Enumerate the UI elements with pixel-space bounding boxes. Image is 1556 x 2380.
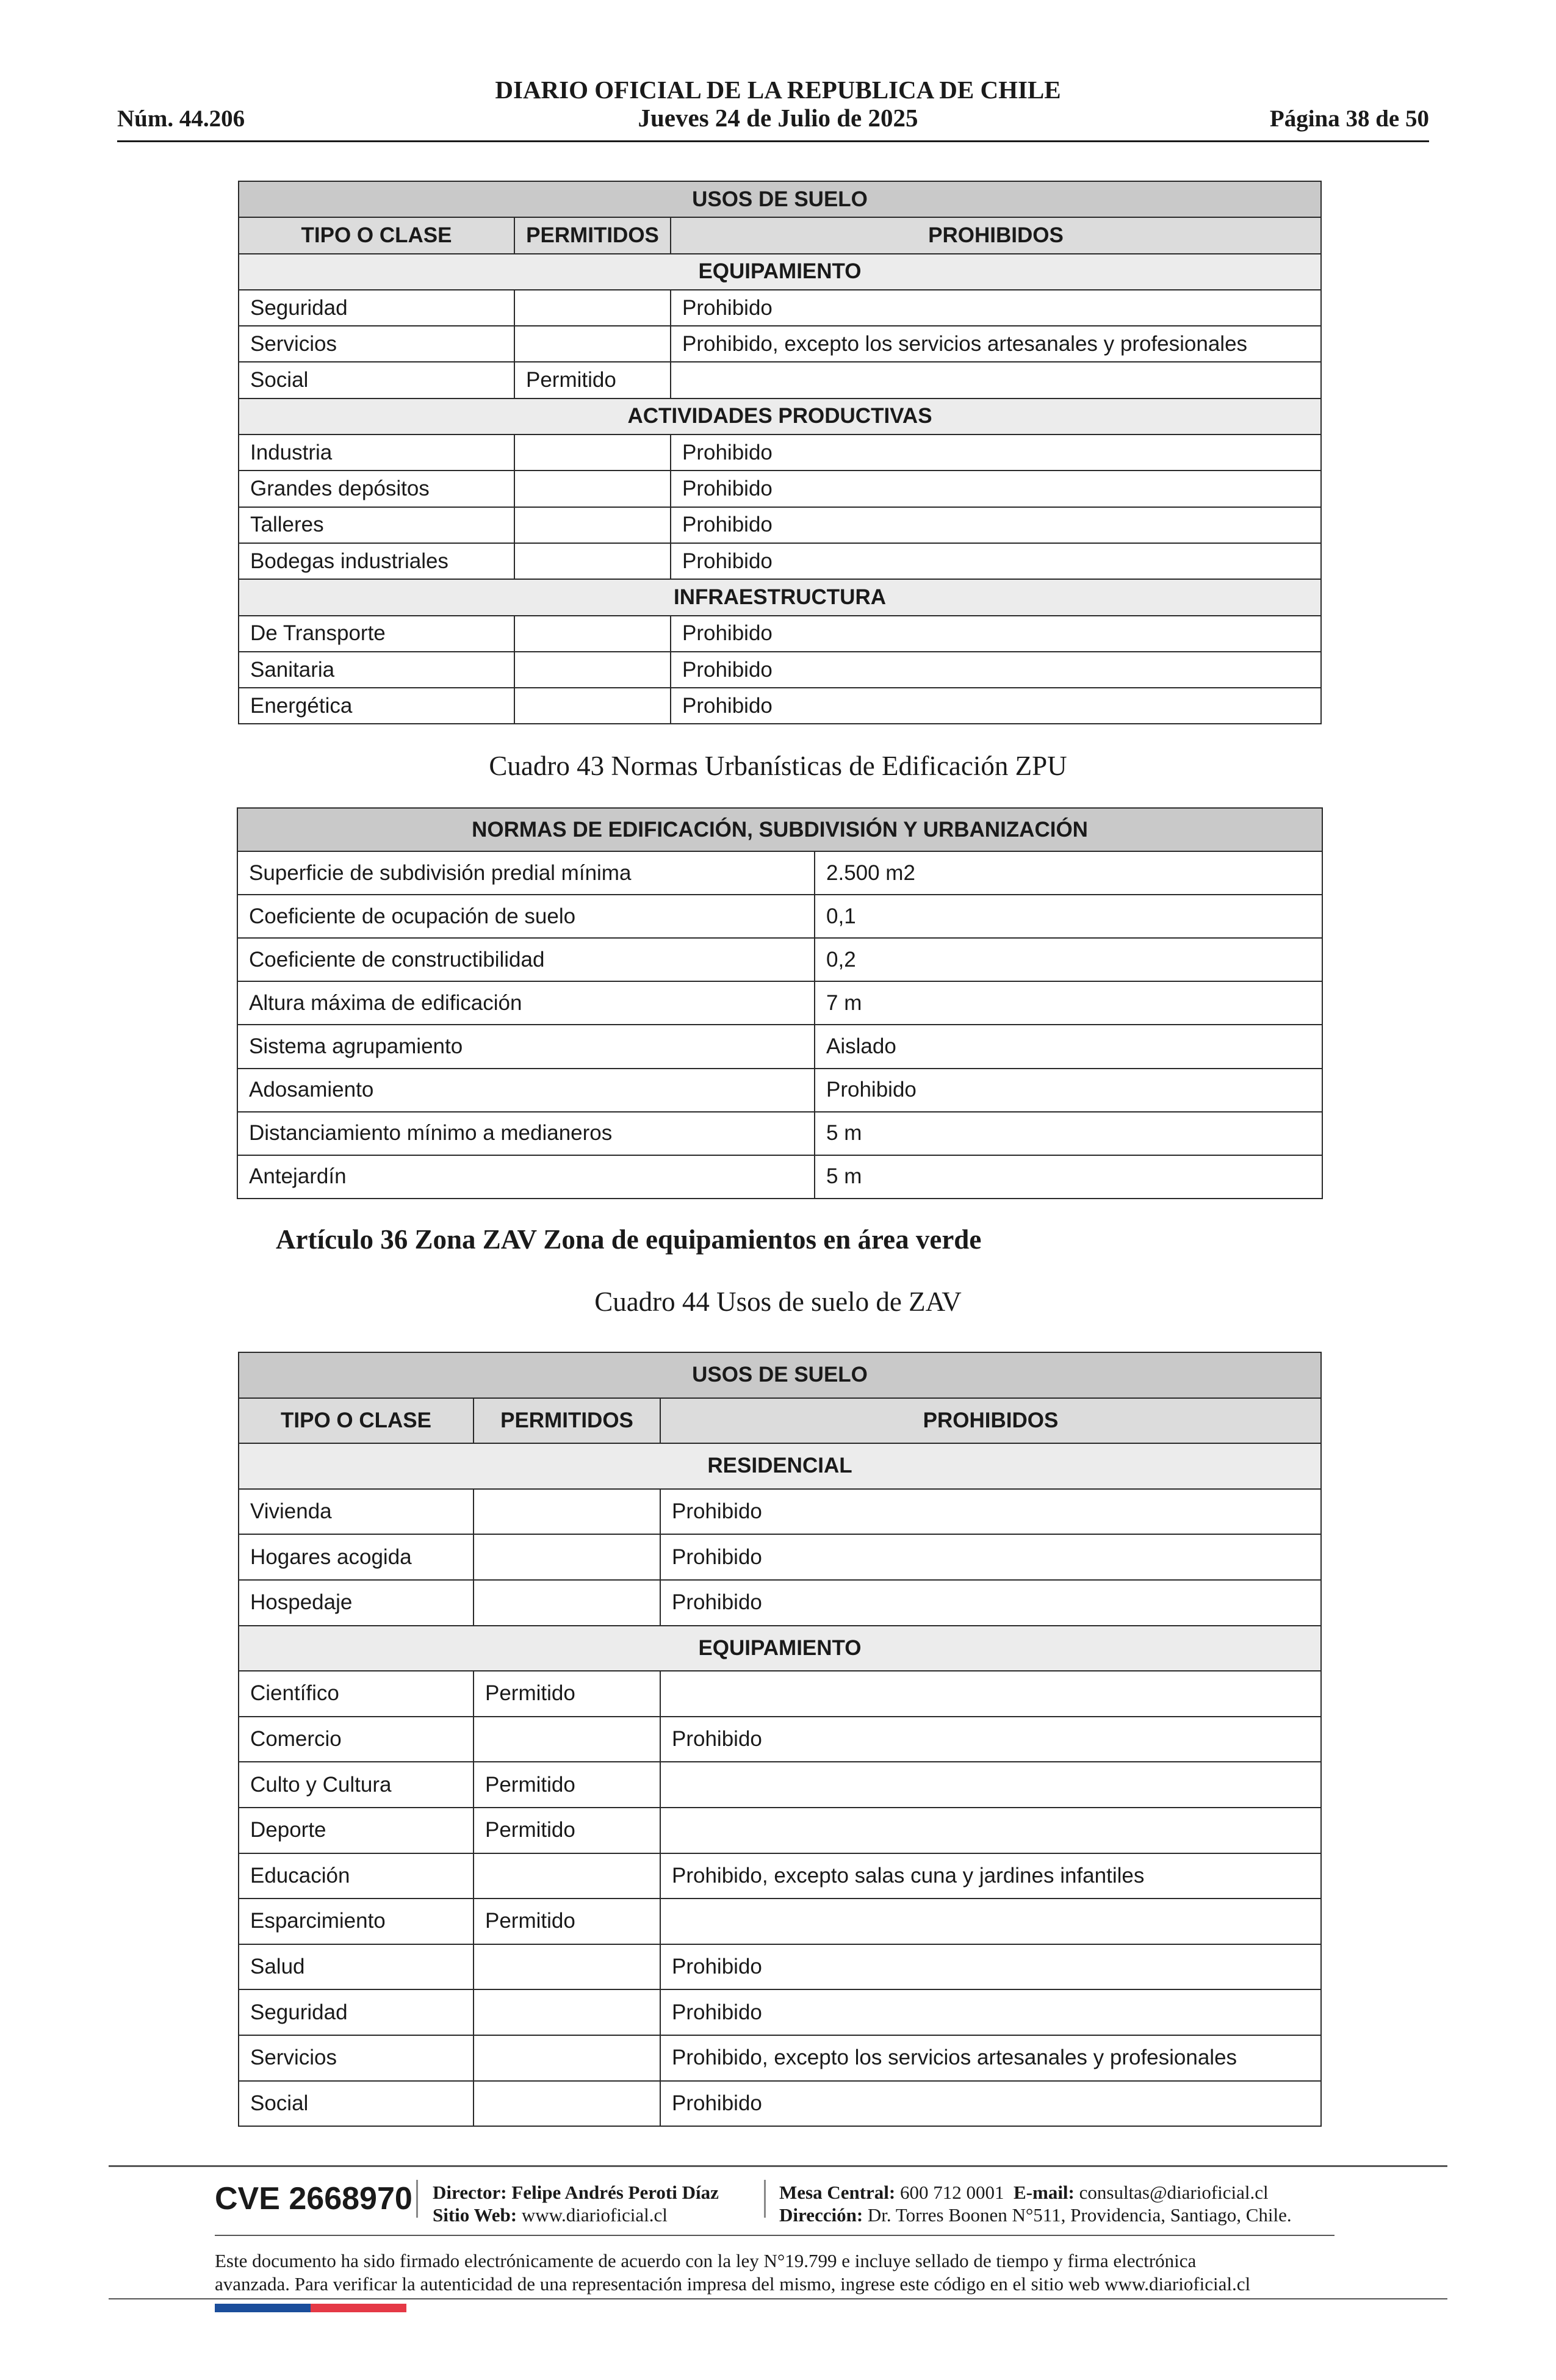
table-cell: Salud — [239, 1944, 474, 1990]
table-cell — [514, 543, 671, 579]
table-row — [239, 1489, 1321, 1535]
table-row — [237, 1112, 1322, 1155]
table-cell: Esparcimiento — [239, 1899, 474, 1944]
table-row — [237, 851, 1322, 895]
column-header: TIPO O CLASE — [239, 1398, 474, 1444]
table-cell: Permitido — [474, 1762, 660, 1808]
table-row — [237, 938, 1322, 981]
table-cell — [660, 1808, 1321, 1853]
table-cell: Prohibido — [660, 1489, 1321, 1535]
table-cell: Talleres — [239, 507, 514, 543]
table-cell — [474, 1944, 660, 1990]
table-cell — [474, 1989, 660, 2035]
table-cell — [660, 1671, 1321, 1717]
address-label: Dirección: — [779, 2204, 863, 2226]
table-cell — [514, 471, 671, 507]
table-cell: Antejardín — [237, 1155, 815, 1199]
table-title-row — [239, 181, 1321, 217]
legal-line-1: Este documento ha sido firmado electrónicamente de acuerdo con la ley N°19.799 e incluye sellado de tiempo y firma electrónica — [215, 2250, 1197, 2271]
table-row — [239, 1989, 1321, 2035]
table-row — [239, 616, 1321, 652]
table-cell — [474, 2035, 660, 2081]
table-cell: 2.500 m2 — [815, 851, 1322, 895]
building-norms-table — [237, 807, 1323, 1199]
table-cell — [660, 1899, 1321, 1944]
table-row — [239, 543, 1321, 579]
footer-bottom-rule — [109, 2298, 1447, 2299]
mesa-label: Mesa Central: — [779, 2182, 896, 2203]
table-cell: Educación — [239, 1853, 474, 1899]
table-row — [239, 1899, 1321, 1944]
table-cell: Prohibido, excepto salas cuna y jardines infantiles — [660, 1853, 1321, 1899]
web-label: Sitio Web: — [433, 2204, 517, 2226]
table-title-row — [237, 808, 1322, 851]
table-row — [239, 326, 1321, 362]
table-cell: Prohibido — [660, 1944, 1321, 1990]
table-cell — [660, 1762, 1321, 1808]
column-header: PERMITIDOS — [514, 217, 671, 253]
table-cell: 0,1 — [815, 895, 1322, 938]
table-cell: Servicios — [239, 2035, 474, 2081]
article-36-heading: Artículo 36 Zona ZAV Zona de equipamientos en área verde — [276, 1224, 982, 1255]
table-cell: Prohibido — [671, 435, 1321, 471]
table-cell: Distanciamiento mínimo a medianeros — [237, 1112, 815, 1155]
flag-bar-blue — [215, 2304, 311, 2312]
table-row — [239, 1944, 1321, 1990]
table-cell: Superficie de subdivisión predial mínima — [237, 851, 815, 895]
table-cell — [514, 290, 671, 326]
caption-cuadro-43: Cuadro 43 Normas Urbanísticas de Edificación ZPU — [489, 751, 1067, 781]
table-cell — [474, 1853, 660, 1899]
table-row — [239, 1534, 1321, 1580]
table-row — [239, 471, 1321, 507]
section-row — [239, 579, 1321, 615]
section-row — [239, 398, 1321, 435]
table-cell — [474, 1534, 660, 1580]
table-cell: Culto y Cultura — [239, 1762, 474, 1808]
table-row — [239, 688, 1321, 724]
column-header: PROHIBIDOS — [671, 217, 1321, 253]
table-cell — [514, 652, 671, 688]
table-title: USOS DE SUELO — [239, 181, 1321, 217]
table-cell: Permitido — [474, 1808, 660, 1853]
table-cell: Sanitaria — [239, 652, 514, 688]
table-row — [239, 1762, 1321, 1808]
column-header: PERMITIDOS — [474, 1398, 660, 1444]
table-cell: Permitido — [474, 1899, 660, 1944]
footer-separator — [764, 2180, 766, 2218]
table-cell: Permitido — [474, 1671, 660, 1717]
table-cell: Prohibido — [671, 543, 1321, 579]
table-cell: Prohibido — [671, 290, 1321, 326]
legal-notice — [215, 2249, 1338, 2296]
table-title: USOS DE SUELO — [239, 1352, 1321, 1398]
table-title-row — [239, 1352, 1321, 1398]
section-row — [239, 254, 1321, 290]
table-cell: Prohibido — [671, 688, 1321, 724]
table-row — [237, 895, 1322, 938]
table-cell — [514, 435, 671, 471]
section-row — [239, 1626, 1321, 1671]
table-cell: Industria — [239, 435, 514, 471]
section-title: ACTIVIDADES PRODUCTIVAS — [239, 398, 1321, 435]
land-use-table-1-body — [239, 181, 1321, 724]
table-row — [239, 290, 1321, 326]
table-row — [237, 1025, 1322, 1068]
land-use-table-zav-body — [239, 1352, 1321, 2126]
table-row — [239, 1808, 1321, 1853]
table-row — [237, 1069, 1322, 1112]
table-cell: Prohibido — [660, 2081, 1321, 2127]
table-cell: Vivienda — [239, 1489, 474, 1535]
table-cell: Prohibido — [660, 1989, 1321, 2035]
legal-line-2: avanzada. Para verificar la autenticidad de una representación impresa del mismo, ingrese este código en el sitio web www.diarioficial.cl — [215, 2273, 1251, 2295]
table-cell: Coeficiente de ocupación de suelo — [237, 895, 815, 938]
table-cell: Adosamiento — [237, 1069, 815, 1112]
footer-mid-rule — [215, 2235, 1334, 2236]
address-text: Dr. Torres Boonen N°511, Providencia, Santiago, Chile. — [867, 2204, 1292, 2226]
table-row — [239, 1717, 1321, 1762]
table-cell — [474, 2081, 660, 2127]
section-title: INFRAESTRUCTURA — [239, 579, 1321, 615]
table-cell: Energética — [239, 688, 514, 724]
table-cell: Prohibido — [671, 507, 1321, 543]
table-cell: De Transporte — [239, 616, 514, 652]
table-row — [239, 362, 1321, 398]
land-use-table-zav — [238, 1352, 1322, 2127]
email-link[interactable]: consultas@diarioficial.cl — [1079, 2182, 1269, 2203]
table-row — [239, 1853, 1321, 1899]
table-cell: Comercio — [239, 1717, 474, 1762]
table-cell: Prohibido, excepto los servicios artesanales y profesionales — [671, 326, 1321, 362]
table-cell: Hogares acogida — [239, 1534, 474, 1580]
table-cell — [474, 1580, 660, 1626]
column-header: TIPO O CLASE — [239, 217, 514, 253]
footer-top-rule — [109, 2165, 1447, 2167]
table-cell: Permitido — [514, 362, 671, 398]
caption-cuadro-44: Cuadro 44 Usos de suelo de ZAV — [594, 1286, 962, 1317]
table-cell: 7 m — [815, 981, 1322, 1025]
table-cell: Prohibido — [671, 471, 1321, 507]
column-header-row — [239, 217, 1321, 253]
mesa-phone: 600 712 0001 — [900, 2182, 1004, 2203]
table-cell: Servicios — [239, 326, 514, 362]
section-title: EQUIPAMIENTO — [239, 1626, 1321, 1671]
issue-number: Núm. 44.206 — [117, 106, 245, 132]
page-number: Página 38 de 50 — [1269, 106, 1429, 132]
table-cell: Prohibido — [671, 616, 1321, 652]
table-cell: Prohibido, excepto los servicios artesanales y profesionales — [660, 2035, 1321, 2081]
table-cell: 5 m — [815, 1112, 1322, 1155]
column-header: PROHIBIDOS — [660, 1398, 1321, 1444]
table-cell — [474, 1717, 660, 1762]
table-cell: Prohibido — [660, 1534, 1321, 1580]
table-cell: Coeficiente de constructibilidad — [237, 938, 815, 981]
footer-separator — [416, 2180, 418, 2218]
flag-bar-red — [311, 2304, 406, 2312]
email-label: E-mail: — [1014, 2182, 1075, 2203]
table-row — [237, 1155, 1322, 1199]
cve-code: CVE 2668970 — [215, 2181, 412, 2216]
table-cell: Prohibido — [671, 652, 1321, 688]
table-row — [239, 652, 1321, 688]
table-cell: 0,2 — [815, 938, 1322, 981]
table-cell: Prohibido — [660, 1717, 1321, 1762]
footer-director-block — [433, 2181, 719, 2226]
table-row — [239, 1671, 1321, 1717]
table-cell — [474, 1489, 660, 1535]
table-row — [239, 2035, 1321, 2081]
table-cell — [514, 326, 671, 362]
table-row — [237, 981, 1322, 1025]
table-cell: Seguridad — [239, 290, 514, 326]
table-cell: Seguridad — [239, 1989, 474, 2035]
section-row — [239, 1443, 1321, 1489]
section-title: EQUIPAMIENTO — [239, 254, 1321, 290]
table-cell — [514, 688, 671, 724]
table-cell: 5 m — [815, 1155, 1322, 1199]
table-cell: Bodegas industriales — [239, 543, 514, 579]
column-header-row — [239, 1398, 1321, 1444]
table-cell: Altura máxima de edificación — [237, 981, 815, 1025]
header-rule — [117, 140, 1429, 142]
table-cell: Prohibido — [660, 1580, 1321, 1626]
director-label: Director: — [433, 2182, 507, 2203]
publication-title: DIARIO OFICIAL DE LA REPUBLICA DE CHILE — [495, 76, 1061, 104]
table-cell: Deporte — [239, 1808, 474, 1853]
table-cell — [671, 362, 1321, 398]
table-cell: Social — [239, 2081, 474, 2127]
table-cell: Sistema agrupamiento — [237, 1025, 815, 1068]
table-cell — [514, 616, 671, 652]
table-row — [239, 507, 1321, 543]
footer-contact-block — [779, 2181, 1292, 2226]
building-norms-table-body — [237, 808, 1322, 1199]
land-use-table-1 — [238, 181, 1322, 724]
table-cell: Científico — [239, 1671, 474, 1717]
web-link[interactable]: www.diarioficial.cl — [521, 2204, 668, 2226]
publication-date: Jueves 24 de Julio de 2025 — [638, 104, 918, 132]
section-title: RESIDENCIAL — [239, 1443, 1321, 1489]
table-cell: Hospedaje — [239, 1580, 474, 1626]
director-name: Felipe Andrés Peroti Díaz — [511, 2182, 719, 2203]
table-title: NORMAS DE EDIFICACIÓN, SUBDIVISIÓN Y URBANIZACIÓN — [237, 808, 1322, 851]
table-cell: Prohibido — [815, 1069, 1322, 1112]
table-cell: Aislado — [815, 1025, 1322, 1068]
table-cell — [514, 507, 671, 543]
table-row — [239, 2081, 1321, 2127]
table-cell: Grandes depósitos — [239, 471, 514, 507]
table-cell: Social — [239, 362, 514, 398]
table-row — [239, 1580, 1321, 1626]
table-row — [239, 435, 1321, 471]
